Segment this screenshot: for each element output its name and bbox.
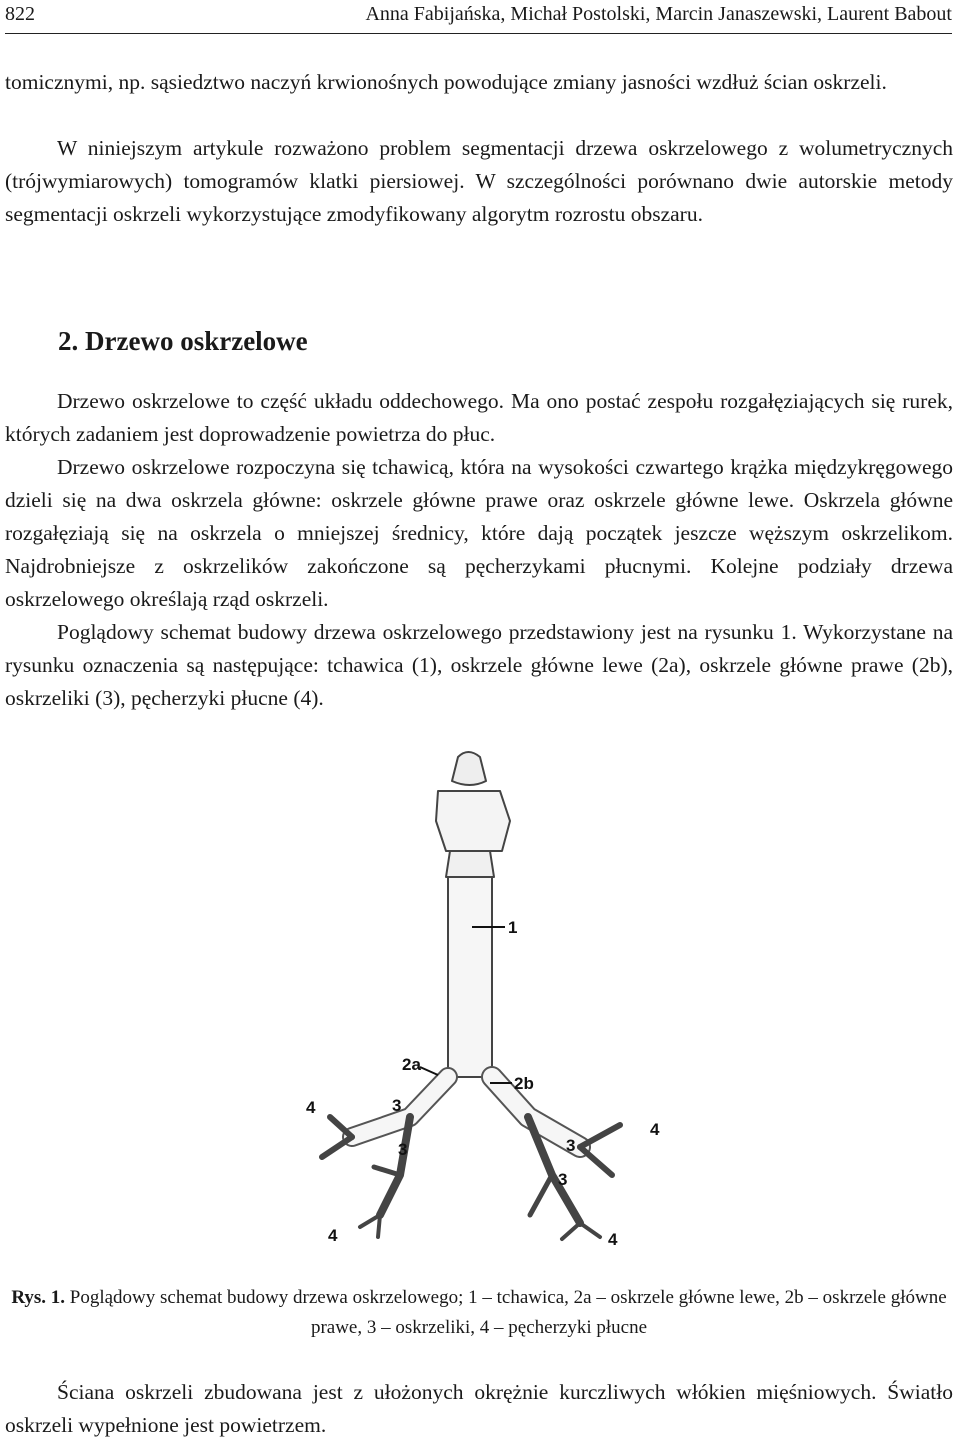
label-alveoli-left-upper: 4 xyxy=(306,1098,316,1117)
label-alveoli-right-lower: 4 xyxy=(608,1230,618,1249)
intro-paragraph-1: tomicznymi, np. sąsiedztwo naczyń krwionośnych powodujące zmiany jasności wzdłuż ścian oskrzeli. xyxy=(5,70,887,94)
label-left-main-bronchus: 2a xyxy=(402,1055,421,1074)
figure-caption xyxy=(5,1283,953,1343)
header-authors: Anna Fabijańska, Michał Postolski, Marcin Janaszewski, Laurent Babout xyxy=(365,3,952,25)
caption-text: Poglądowy schemat budowy drzewa oskrzelowego; 1 – tchawica, 2a – oskrzele główne lewe, 2b – oskrzele główne prawe, 3 – oskrzeliki, 4 – pęcherzyki płucne xyxy=(69,1287,947,1338)
section-paragraph-2: Drzewo oskrzelowe rozpoczyna się tchawicą, która na wysokości czwartego krążka międzykręgowego dzieli się na dwa oskrzela główne: oskrzele główne prawe oraz oskrzele główne lewe. Oskrzela główne rozgałęziają się na oskrzela o mniejszej średnicy, które dają początek jeszcze węższym oskrzelikom. Najdrobniejsze z oskrzelików zakończone są pęcherzykami płucnymi. Kolejne podziały drzewa oskrzelowego określają rząd oskrzeli. xyxy=(5,455,953,611)
page-number: 822 xyxy=(5,3,35,25)
outro-paragraph: Ściana oskrzeli zbudowana jest z ułożonych okrężnie kurczliwych włókien mięśniowych. Światło oskrzeli wypełnione jest powietrzem. xyxy=(5,1380,953,1437)
label-alveoli-left-lower: 4 xyxy=(328,1226,338,1245)
bronchial-tree-figure xyxy=(290,745,690,1265)
label-bronchiole-right-upper: 3 xyxy=(566,1136,576,1155)
label-bronchiole-left-upper: 3 xyxy=(392,1096,402,1115)
bronchial-tree-illustration xyxy=(290,745,690,1265)
label-bronchiole-left-lower: 3 xyxy=(398,1140,408,1159)
label-trachea: 1 xyxy=(508,918,518,937)
section-paragraph-3: Poglądowy schemat budowy drzewa oskrzelowego przedstawiony jest na rysunku 1. Wykorzystane na rysunku oznaczenia są następujące: tchawica (1), oskrzele główne lewe (2a), oskrzele główne prawe (2b), oskrzeliki (3), pęcherzyki płucne (4). xyxy=(5,620,953,710)
section-title: 2. Drzewo oskrzelowe xyxy=(58,326,308,356)
label-bronchiole-right-lower: 3 xyxy=(558,1170,568,1189)
label-alveoli-right-upper: 4 xyxy=(650,1120,660,1139)
caption-label: Rys. 1. xyxy=(11,1287,66,1308)
label-right-main-bronchus: 2b xyxy=(514,1074,534,1093)
intro-paragraph-2: W niniejszym artykule rozważono problem segmentacji drzewa oskrzelowego z wolumetrycznych (trójwymiarowych) tomogramów klatki piersiowej. W szczególności porównano dwie autorskie metody segmentacji oskrzeli wykorzystujące zmodyfikowany algorytm rozrostu obszaru. xyxy=(5,136,953,226)
section-paragraph-1: Drzewo oskrzelowe to część układu oddechowego. Ma ono postać zespołu rozgałęziających się rurek, których zadaniem jest doprowadzenie powietrza do płuc. xyxy=(5,389,953,446)
running-header xyxy=(5,0,952,34)
